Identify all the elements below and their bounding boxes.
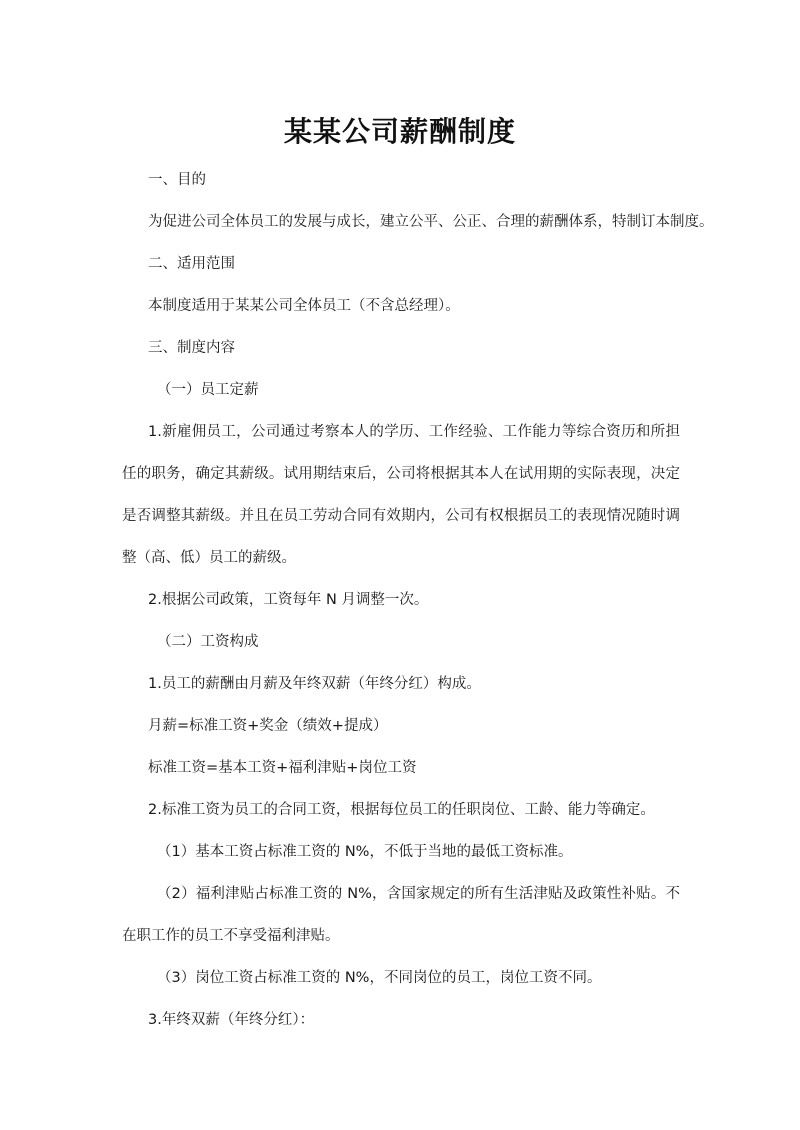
paragraph-annual-adjustment: 2.根据公司政策，工资每年 N 月调整一次。 [148, 592, 429, 608]
formula-standard-salary: 标准工资=基本工资+福利津贴+岗位工资 [148, 760, 417, 776]
paragraph-new-hire-salary: 1.新雇佣员工，公司通过考察本人的学历、工作经验、工作能力等综合资历和所担任的职务，确定其薪级。试用期结束后，公司将根据其本人在试用期的实际表现，决定是否调整其薪级。并且在员工劳动合同有效期内，公司有权根据员工的表现情况随时调整（高、低）员工的薪级。 [122, 424, 680, 566]
subsection-heading-salary-structure: （二）工资构成 [157, 634, 259, 650]
section-heading-scope: 二、适用范围 [148, 256, 235, 272]
paragraph-year-end-bonus: 3.年终双薪（年终分红）： [148, 1012, 315, 1028]
item-base-salary: （1）基本工资占标准工资的 N%，不低于当地的最低工资标准。 [157, 844, 573, 860]
formula-monthly-salary: 月薪=标准工资+奖金（绩效+提成） [148, 718, 388, 734]
item-welfare-allowance: （2）福利津贴占标准工资的 N%，含国家规定的所有生活津贴及政策性补贴。不在职工作的员工不享受福利津贴。 [122, 886, 680, 944]
subsection-heading-salary-setting: （一）员工定薪 [157, 382, 259, 398]
paragraph-standard-salary: 2.标准工资为员工的合同工资，根据每位员工的任职岗位、工龄、能力等确定。 [148, 802, 655, 818]
paragraph-scope: 本制度适用于某某公司全体员工（不含总经理）。 [148, 298, 460, 314]
section-heading-content: 三、制度内容 [148, 340, 235, 356]
paragraph-purpose: 为促进公司全体员工的发展与成长，建立公平、公正、合理的薪酬体系，特制订本制度。 [148, 214, 714, 230]
document-title: 某某公司薪酬制度 [283, 115, 516, 148]
section-heading-purpose: 一、目的 [148, 172, 206, 188]
item-position-salary: （3）岗位工资占标准工资的 N%，不同岗位的员工，岗位工资不同。 [157, 970, 602, 986]
paragraph-salary-composition: 1.员工的薪酬由月薪及年终双薪（年终分红）构成。 [148, 676, 481, 692]
